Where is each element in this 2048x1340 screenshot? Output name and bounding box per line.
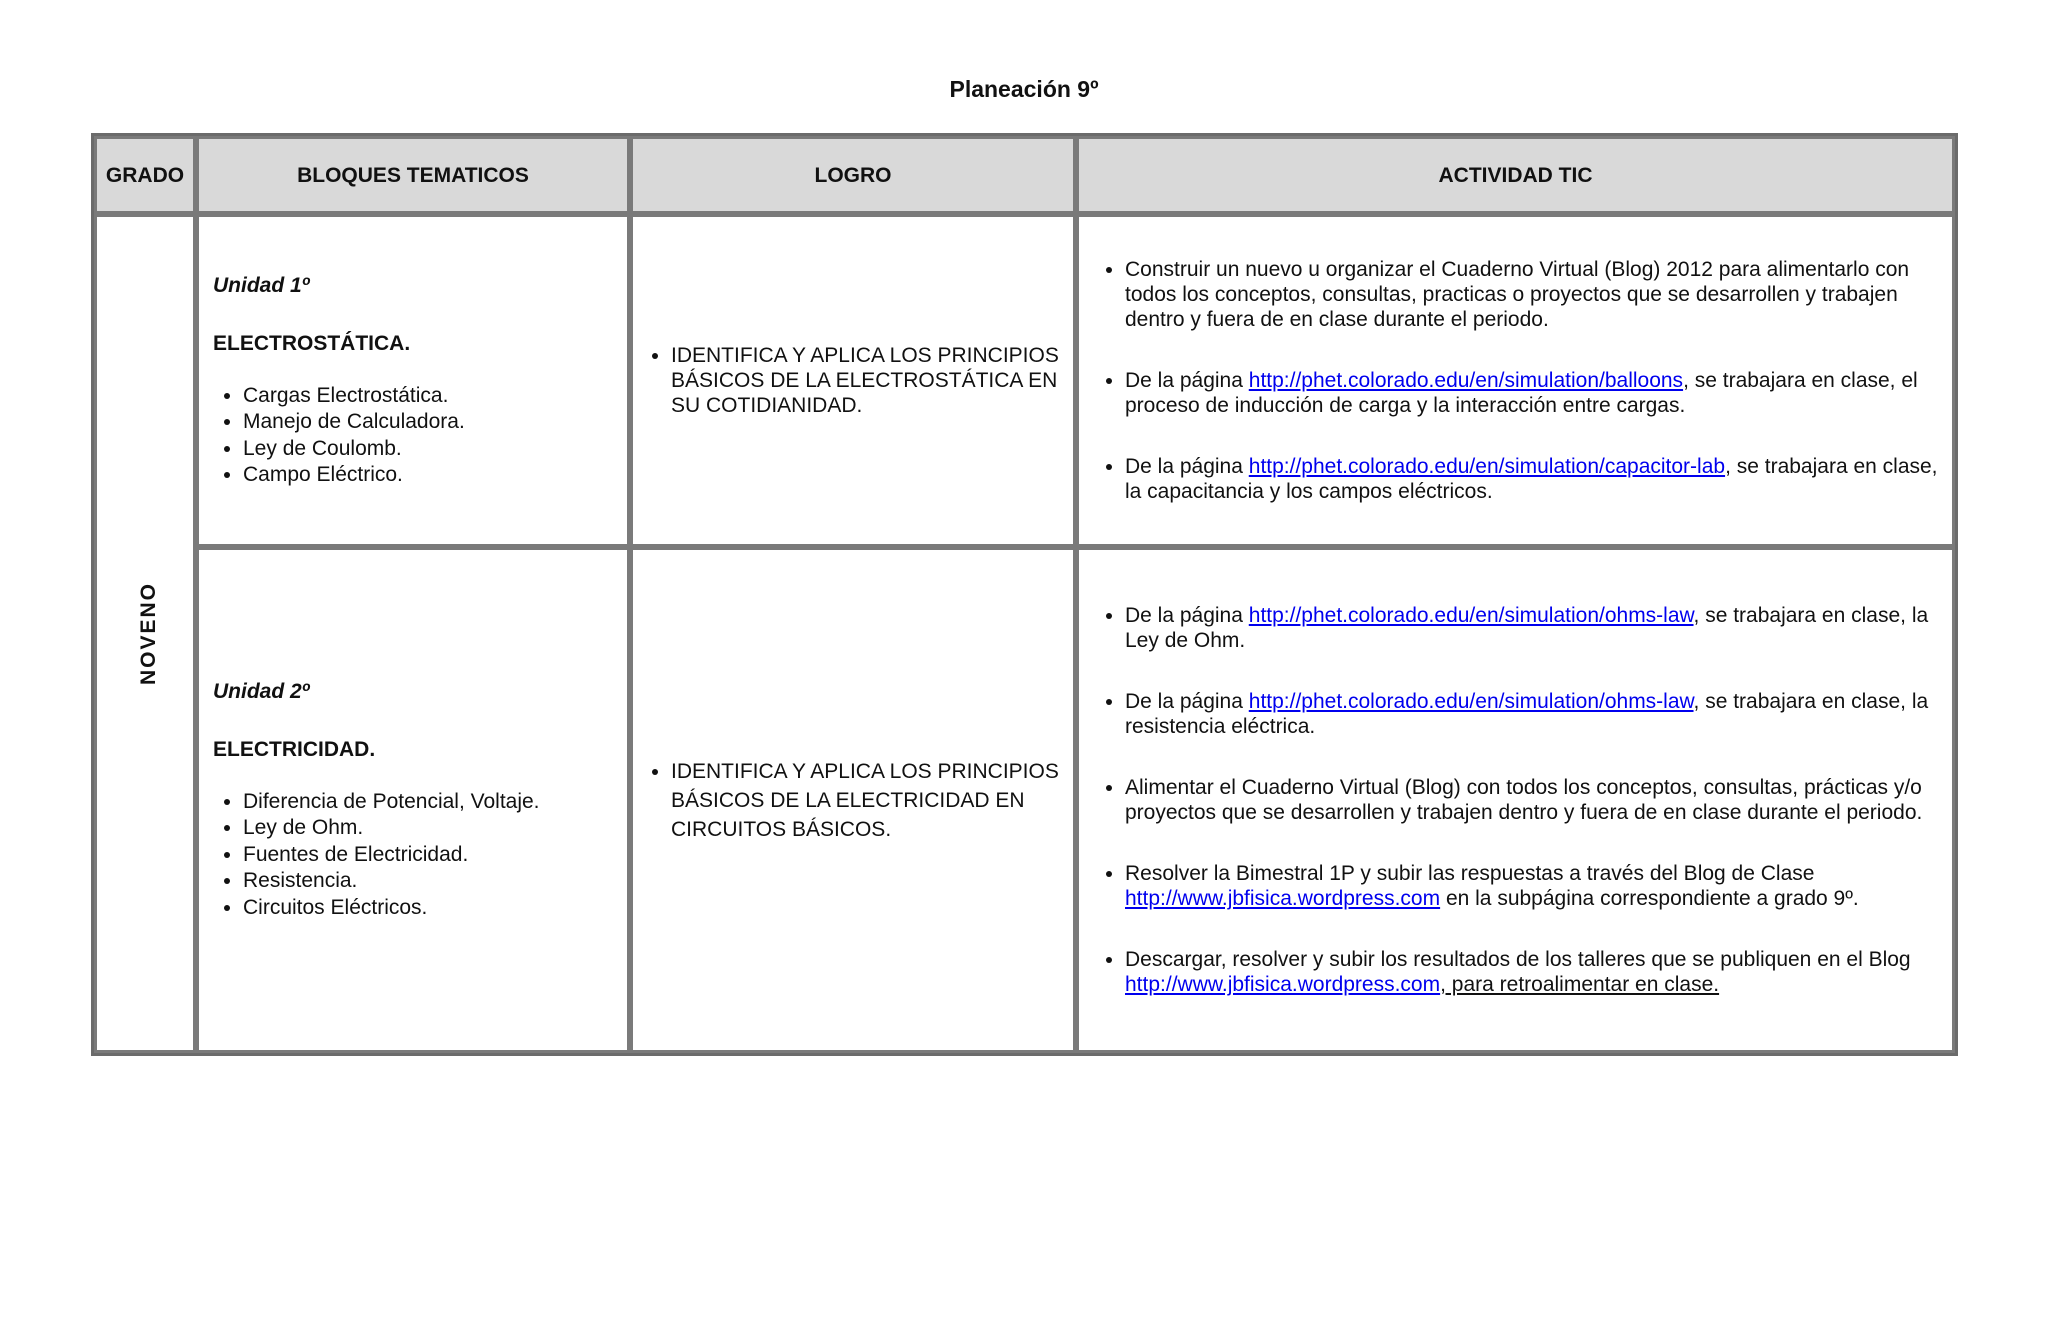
list-item: • Cargas Electrostática. <box>243 383 613 410</box>
table-row <box>94 547 1955 1053</box>
activity-text: Alimentar el Cuaderno Virtual (Blog) con todos los conceptos, consultas, prácticas y/o proyectos que se desarrollen y trabajen dentro y fuera de en clase durante el periodo. <box>1125 776 1923 824</box>
activity-link[interactable]: http://phet.colorado.edu/en/simulation/ohms-law <box>1248 604 1694 627</box>
activity-item <box>1125 454 1942 504</box>
header-row <box>94 136 1955 214</box>
activity-link[interactable]: http://phet.colorado.edu/en/simulation/ohms-law <box>1248 690 1694 713</box>
unit-title: Unidad 1º <box>213 273 310 297</box>
logro-list <box>645 343 1063 418</box>
table-row <box>94 214 1955 547</box>
unit-title: Unidad 2º <box>213 679 310 703</box>
activity-item <box>1125 368 1942 418</box>
logro-text: • IDENTIFICA Y APLICA LOS PRINCIPIOS BÁSICOS DE LA ELECTROSTÁTICA EN SU COTIDIANIDAD. <box>671 343 1063 418</box>
grade-label: NOVENO <box>137 581 161 686</box>
activity-text: De la página <box>1125 369 1249 392</box>
list-item: • Manejo de Calculadora. <box>243 409 613 436</box>
activity-text: De la página <box>1125 455 1249 478</box>
activity-text: Descargar, resolver y subir los resultados de los talleres que se publiquen en el Blog <box>1125 948 1911 971</box>
page-title: Planeación 9º <box>949 76 1099 102</box>
activity-item <box>1125 775 1942 825</box>
activity-link[interactable]: http://www.jbfisica.wordpress.com <box>1125 887 1441 910</box>
logro-cell <box>630 214 1076 547</box>
activity-text: Resolver la Bimestral 1P y subir las respuestas a través del Blog de Clase <box>1125 862 1815 885</box>
header-grado: GRADO <box>94 136 196 214</box>
activity-item <box>1125 947 1942 997</box>
activity-text: , se trabajara en clase, la resistencia eléctrica. <box>1125 690 1929 738</box>
header-logro: LOGRO <box>630 136 1076 214</box>
activity-text: , se trabajara en clase, el proceso de inducción de carga y la interacción entre cargas. <box>1125 369 1918 417</box>
activity-text: De la página <box>1125 690 1249 713</box>
list-item: • Ley de Coulomb. <box>243 436 613 463</box>
activity-item <box>1125 861 1942 911</box>
activity-item <box>1125 603 1942 653</box>
list-item: • Ley de Ohm. <box>243 815 613 842</box>
activity-cell <box>1076 547 1955 1053</box>
activity-cell <box>1076 214 1955 547</box>
activity-text: , se trabajara en clase, la capacitancia y los campos eléctricos. <box>1125 455 1938 503</box>
bloque-cell <box>196 547 630 1053</box>
logro-text: • IDENTIFICA Y APLICA LOS PRINCIPIOS BÁSICOS DE LA ELECTRICIDAD EN CIRCUITOS BÁSICOS. <box>671 757 1063 844</box>
activity-text: en la subpágina correspondiente a grado 9º. <box>1440 887 1859 910</box>
activity-text: , se trabajara en clase, la Ley de Ohm. <box>1125 604 1929 652</box>
unit-name: ELECTRICIDAD. <box>213 737 376 761</box>
header-actividad: ACTIVIDAD TIC <box>1076 136 1955 214</box>
list-item: • Diferencia de Potencial, Voltaje. <box>243 789 613 816</box>
activity-text: , para retroalimentar en clase. <box>1440 973 1720 996</box>
activity-item <box>1125 257 1942 332</box>
activity-text: De la página <box>1125 604 1249 627</box>
activity-link[interactable]: http://www.jbfisica.wordpress.com <box>1125 973 1441 996</box>
list-item: • Fuentes de Electricidad. <box>243 842 613 869</box>
unit-name: ELECTROSTÁTICA. <box>213 331 411 355</box>
topic-list <box>213 789 613 922</box>
logro-cell <box>630 547 1076 1053</box>
list-item: • Campo Eléctrico. <box>243 462 613 489</box>
activity-text: Construir un nuevo u organizar el Cuaderno Virtual (Blog) 2012 para alimentarlo con todos los conceptos, consultas, practicas o proyectos que se desarrollen y trabajen dentro y fuera de en clase durante el periodo. <box>1125 258 1910 331</box>
activity-link[interactable]: http://phet.colorado.edu/en/simulation/capacitor-lab <box>1248 455 1726 478</box>
activity-list <box>1093 603 1942 997</box>
activity-item <box>1125 689 1942 739</box>
grade-cell <box>94 214 196 1053</box>
header-bloques: BLOQUES TEMATICOS <box>196 136 630 214</box>
activity-list <box>1093 257 1942 504</box>
list-item: • Circuitos Eléctricos. <box>243 895 613 922</box>
activity-link[interactable]: http://phet.colorado.edu/en/simulation/balloons <box>1248 369 1684 392</box>
bloque-cell <box>196 214 630 547</box>
topic-list <box>213 383 613 489</box>
list-item: • Resistencia. <box>243 868 613 895</box>
logro-list <box>645 757 1063 844</box>
planning-table <box>91 133 1958 1056</box>
